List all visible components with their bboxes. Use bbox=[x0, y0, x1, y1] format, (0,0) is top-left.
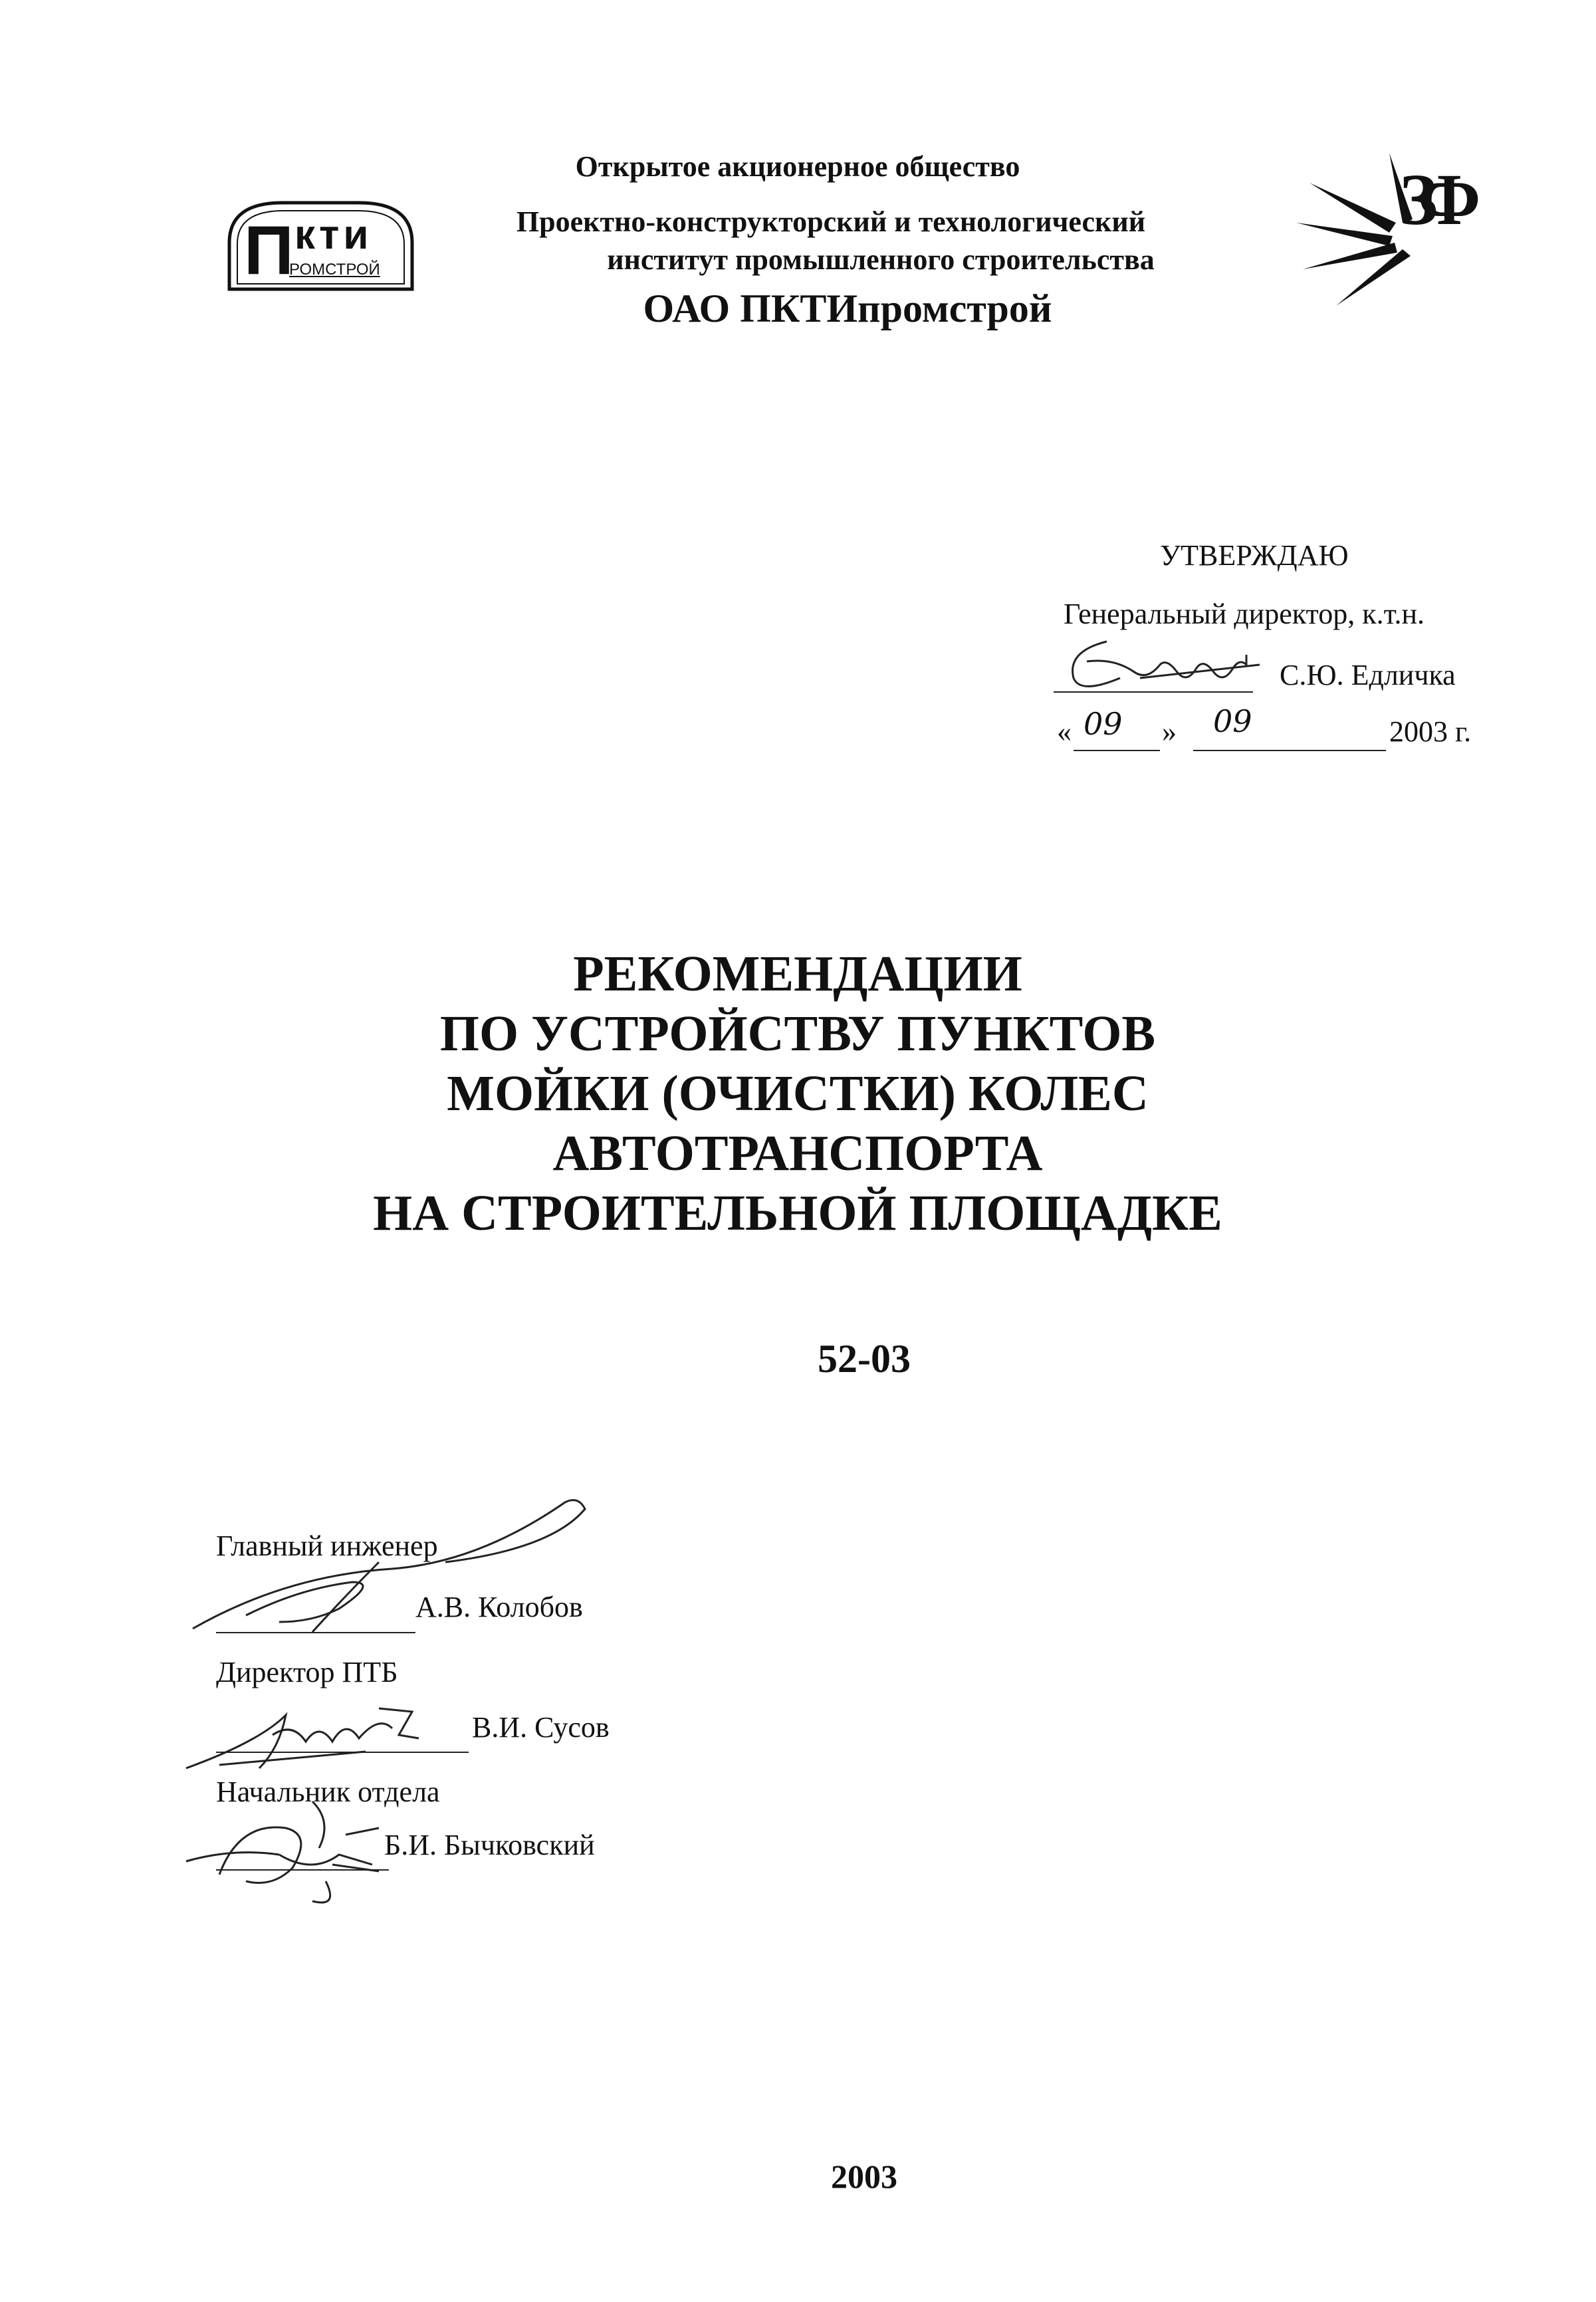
approval-label: УТВЕРЖДАЮ bbox=[1160, 539, 1349, 572]
org-type: Открытое акционерное общество bbox=[575, 150, 1020, 183]
title-line-2: ПО УСТРОЙСТВУ ПУНКТОВ bbox=[439, 1006, 1156, 1062]
footer-year: 2003 bbox=[831, 2158, 897, 2195]
pkti-logo-subtitle: РОМСТРОЙ bbox=[289, 261, 380, 279]
signatory-signature bbox=[179, 1688, 459, 1782]
date-close-quote: » bbox=[1162, 715, 1177, 748]
org-short-name: ОАО ПКТИпромстрой bbox=[643, 287, 1052, 330]
approval-name: С.Ю. Едличка bbox=[1280, 659, 1456, 691]
signatory-signature bbox=[179, 1782, 419, 1914]
signatory-position: Директор ПТБ bbox=[216, 1656, 398, 1688]
star-logo-mark: ЗФ bbox=[1399, 159, 1461, 240]
title-line-4: АВТОТРАНСПОРТА bbox=[552, 1125, 1043, 1181]
signatory-name: В.И. Сусов bbox=[472, 1711, 610, 1744]
approval-signature bbox=[1060, 632, 1273, 711]
signatory-position: Начальник отдела bbox=[216, 1776, 440, 1808]
approval-position: Генеральный директор, к.т.н. bbox=[1064, 598, 1425, 630]
title-line-1: РЕКОМЕНДАЦИИ bbox=[573, 946, 1022, 1002]
title-line-3: МОЙКИ (ОЧИСТКИ) КОЛЕС bbox=[447, 1066, 1149, 1121]
signatory-name: А.В. Колобов bbox=[415, 1591, 583, 1623]
org-name-line2: институт промышленного строительства bbox=[607, 243, 1155, 276]
signatory-name: Б.И. Бычковский bbox=[384, 1829, 595, 1861]
date-day: 09 bbox=[1083, 706, 1123, 742]
star-logo bbox=[1296, 143, 1482, 309]
date-day-line bbox=[1074, 750, 1160, 751]
date-month: 09 bbox=[1213, 703, 1252, 739]
pkti-logo-big-letter: П bbox=[244, 212, 294, 289]
date-month-line bbox=[1193, 750, 1386, 751]
signatory-position: Главный инженер bbox=[216, 1530, 438, 1562]
title-line-5: НА СТРОИТЕЛЬНОЙ ПЛОЩАДКЕ bbox=[373, 1185, 1222, 1241]
date-year: 2003 г. bbox=[1389, 715, 1472, 748]
pkti-logo-small-letters: кти bbox=[294, 212, 373, 258]
pkti-logo bbox=[216, 196, 425, 296]
date-open-quote: « bbox=[1057, 715, 1072, 748]
org-name-line1: Проектно-конструкторский и технологический bbox=[516, 205, 1146, 238]
document-code: 52-03 bbox=[818, 1337, 911, 1381]
